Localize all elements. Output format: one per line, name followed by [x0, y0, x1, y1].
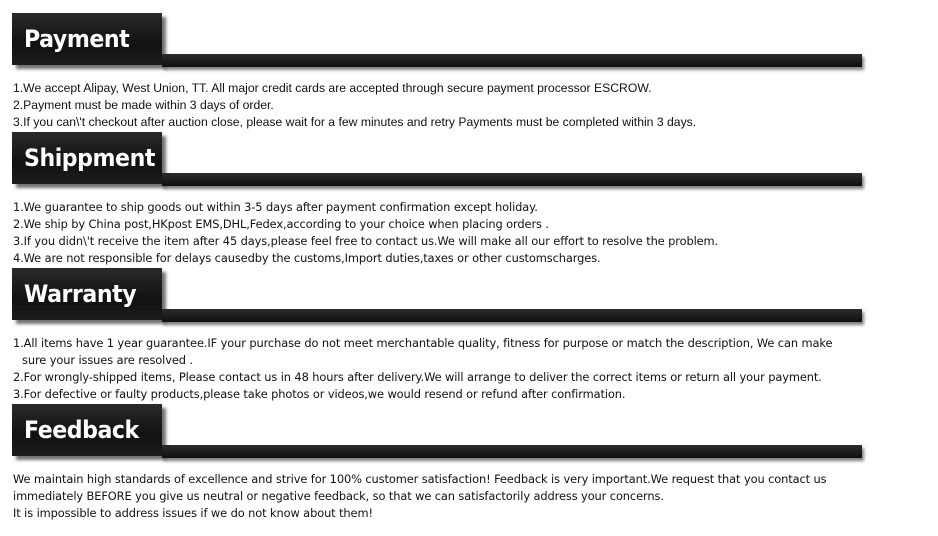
shipment-line-1: 1.We guarantee to ship goods out within 3-5 days after payment confirmation except holiday.	[13, 200, 538, 214]
warranty-line-1-continued: sure your issues are resolved .	[22, 353, 193, 367]
warranty-heading-tab	[12, 268, 162, 320]
warranty-list	[13, 335, 832, 403]
shipment-heading-bar	[162, 173, 862, 186]
shipment-heading-tab	[12, 132, 162, 184]
feedback-heading-tab	[12, 404, 162, 456]
payment-list	[13, 80, 696, 131]
warranty-line-2: 2.For wrongly-shipped items, Please contact us in 48 hours after delivery.We will arrange to deliver the correct items or return all your payment.	[13, 370, 822, 384]
payment-line-2: 2.Payment must be made within 3 days of order.	[13, 98, 274, 112]
shipment-line-3: 3.If you didn\'t receive the item after 45 days,please feel free to contact us.We will make all our effort to resolve the problem.	[13, 234, 719, 248]
feedback-list	[13, 471, 827, 522]
feedback-line-3: It is impossible to address issues if we do not know about them!	[13, 506, 373, 520]
shipment-banner	[12, 132, 862, 188]
payment-heading-tab	[12, 13, 162, 65]
warranty-line-1: 1.All items have 1 year guarantee.IF your purchase do not meet merchantable quality, fitness for purpose or match the description, We can make	[13, 336, 833, 350]
shipment-list	[13, 199, 718, 267]
warranty-heading: Warranty	[24, 280, 137, 308]
feedback-heading: Feedback	[24, 416, 139, 444]
payment-line-3: 3.If you can\'t checkout after auction close, please wait for a few minutes and retry Payments must be completed within 3 days.	[13, 115, 697, 129]
shipment-line-2: 2.We ship by China post,HKpost EMS,DHL,Fedex,according to your choice when placing orders .	[13, 217, 549, 231]
feedback-heading-bar	[162, 445, 862, 458]
feedback-line-1: We maintain high standards of excellence and strive for 100% customer satisfaction! Feedback is very important.We request that you contact us	[13, 472, 827, 486]
payment-banner	[12, 13, 862, 69]
warranty-line-3: 3.For defective or faulty products,please take photos or videos,we would resend or refund after confirmation.	[13, 387, 626, 401]
feedback-banner	[12, 404, 862, 460]
warranty-heading-bar	[162, 309, 862, 322]
shipment-line-4: 4.We are not responsible for delays causedby the customs,Import duties,taxes or other customscharges.	[13, 251, 601, 265]
payment-heading-bar	[162, 54, 862, 67]
payment-heading: Payment	[24, 25, 130, 53]
feedback-line-2: immediately BEFORE you give us neutral or negative feedback, so that we can satisfactorily address your concerns.	[13, 489, 664, 503]
warranty-banner	[12, 268, 862, 324]
shipment-heading: Shippment	[24, 144, 155, 172]
payment-line-1: 1.We accept Alipay, West Union, TT. All major credit cards are accepted through secure payment processor ESCROW.	[13, 81, 652, 95]
